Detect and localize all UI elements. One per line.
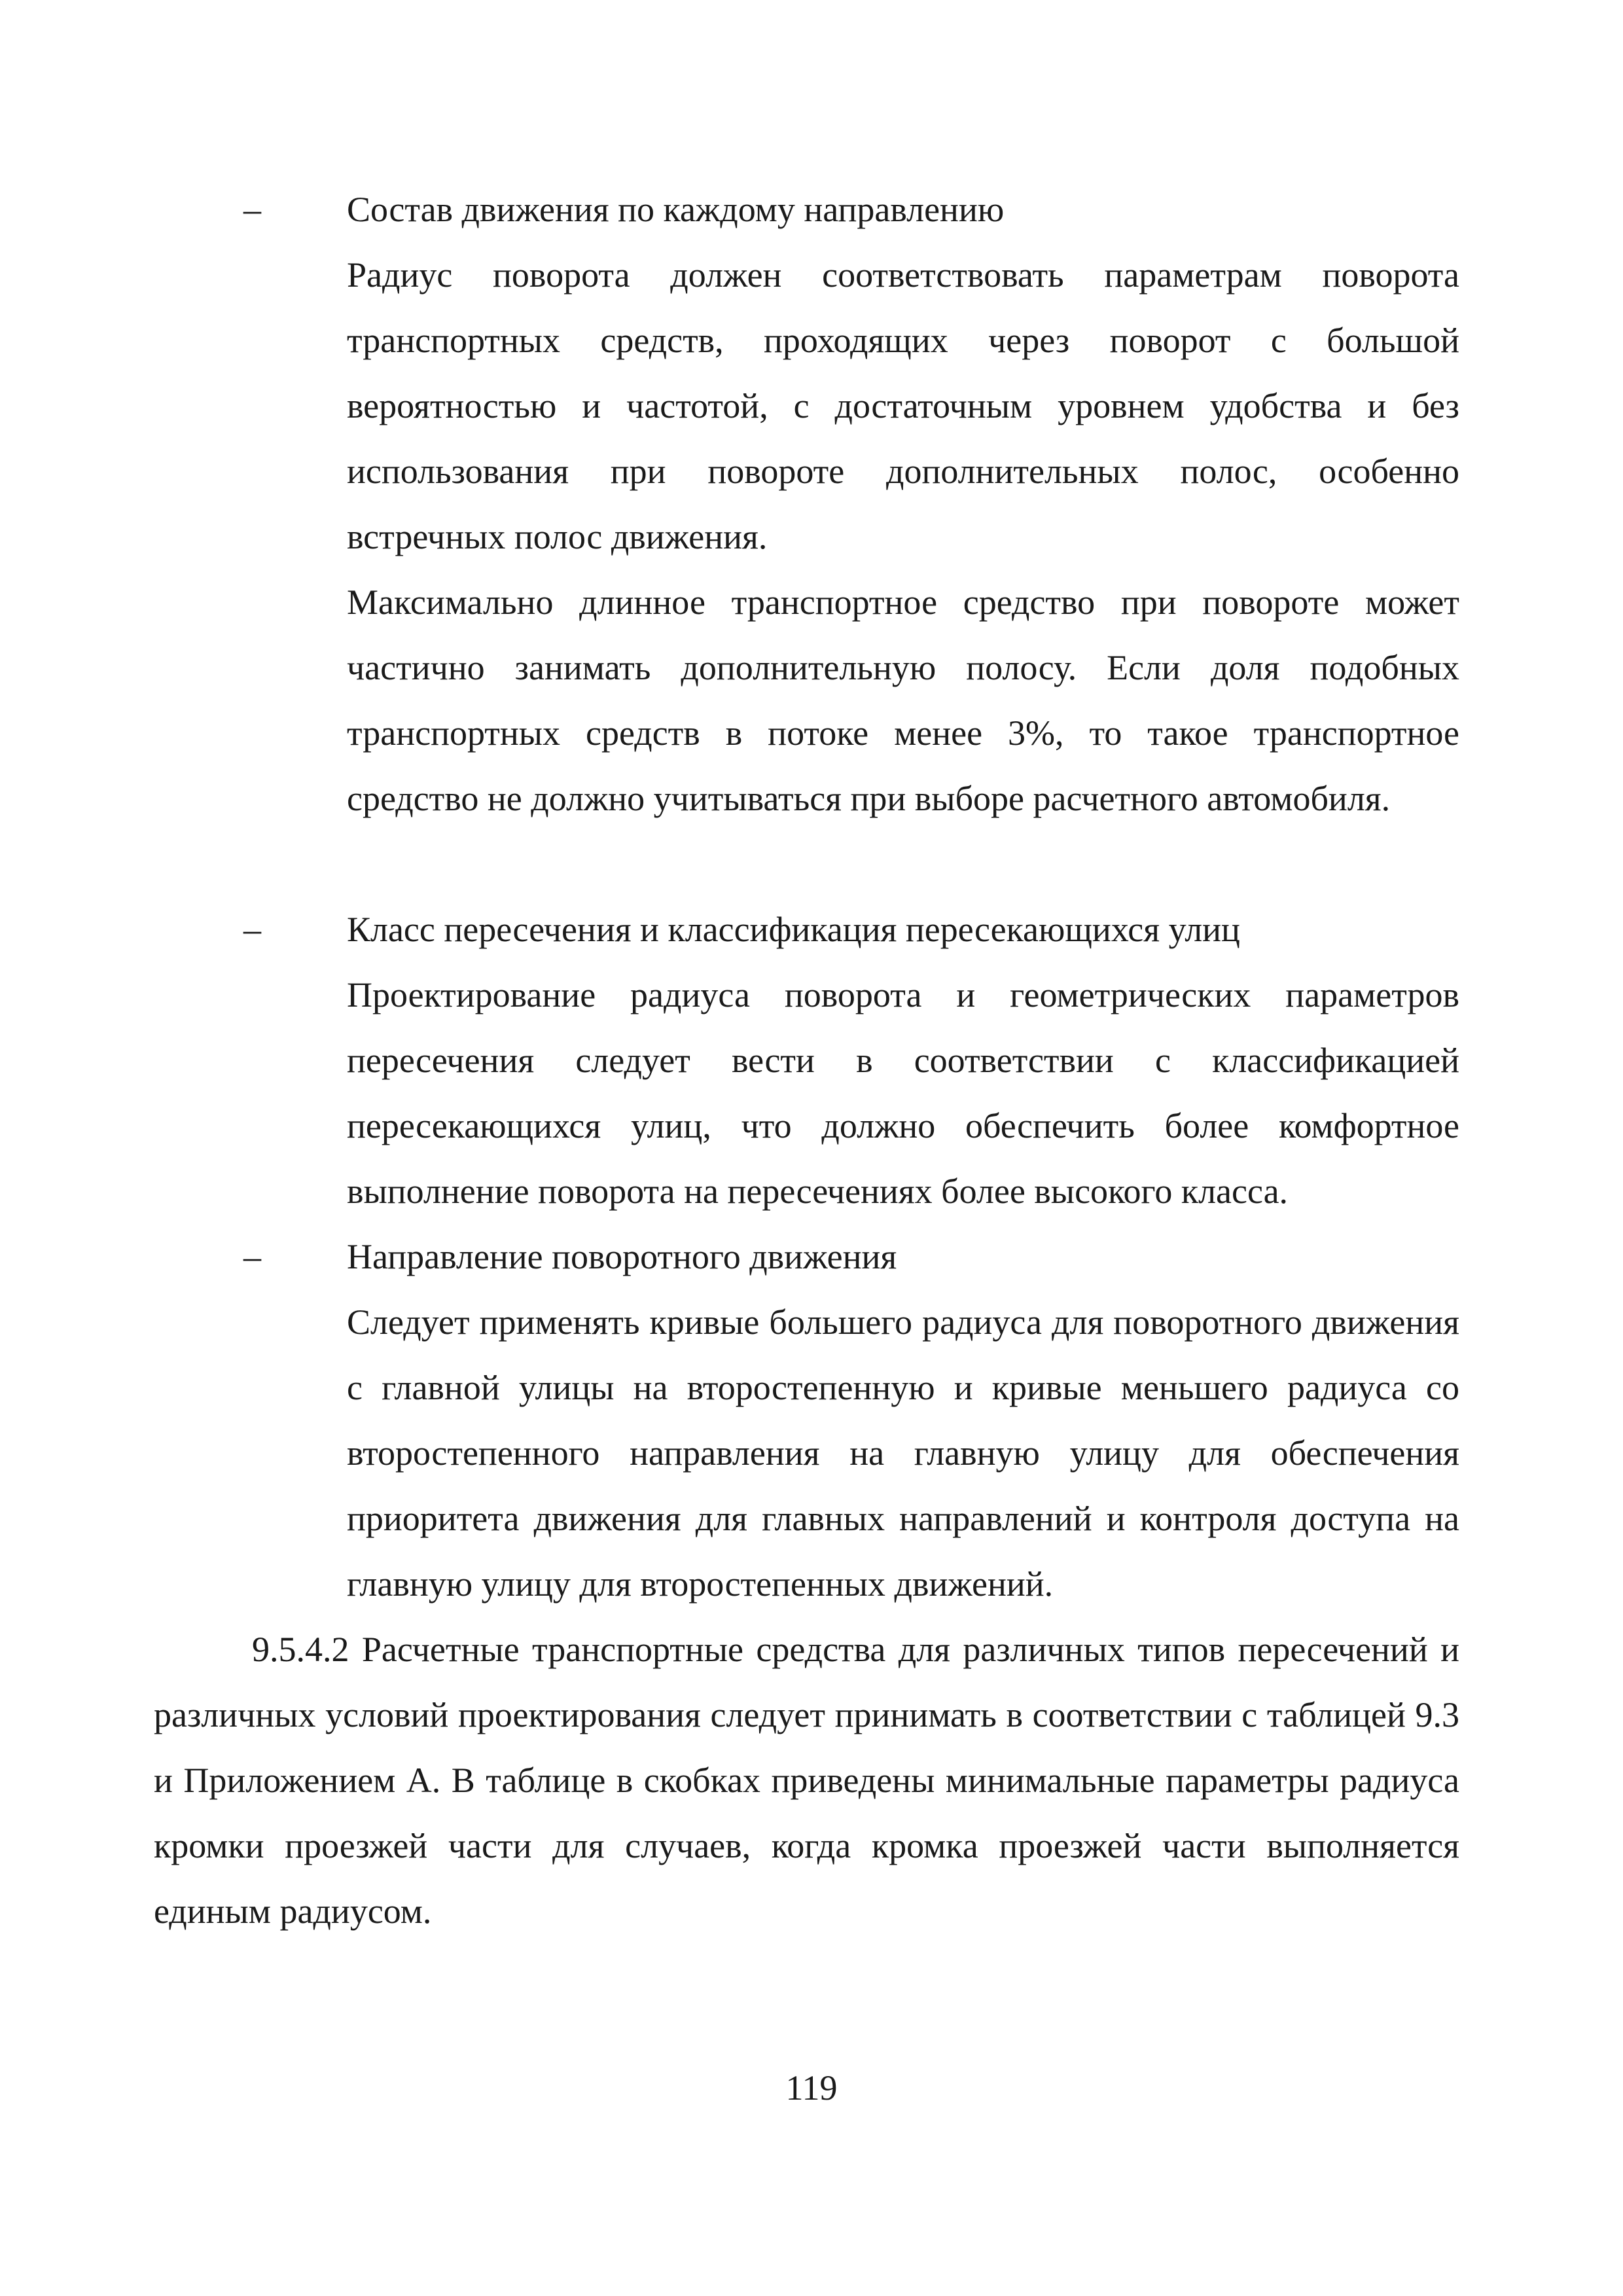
body-paragraph: Следует применять кривые большего радиуса для поворотного движения с главной улицы на второстепенную и кривые меньшего радиуса со второстепенного направления на главную улицу для обеспечения приоритета движения для главных направлений и контроля доступа на главную улицу для второстепенных движений. <box>347 1302 1459 1604</box>
body-paragraph: Радиус поворота должен соответствовать параметрам поворота транспортных средств, проходящих через поворот с большой вероятностью и частотой, с достаточным уровнем удобства и без использования при повороте дополнительных полос, особенно встречных полос движения. <box>347 255 1459 556</box>
clause-paragraph: 9.5.4.2 Расчетные транспортные средства для различных типов пересечений и различных условий проектирования следует принимать в соответствии с таблицей 9.3 и Приложением А. В таблице в скобках приведены минимальные параметры радиуса кромки проезжей части для случаев, когда кромка проезжей части выполняется единым радиусом. <box>154 1630 1459 1931</box>
list-dash: – <box>243 190 261 229</box>
list-item-title: Состав движения по каждому направлению <box>347 190 1005 229</box>
list-item-title: Направление поворотного движения <box>347 1237 897 1276</box>
page-number: 119 <box>785 2068 838 2108</box>
body-paragraph: Проектирование радиуса поворота и геометрических параметров пересечения следует вести в соответствии с классификацией пересекающихся улиц, что должно обеспечить более комфортное выполнение поворота на пересечениях более высокого класса. <box>347 975 1459 1211</box>
list-dash: – <box>243 1237 261 1276</box>
list-dash: – <box>243 910 261 949</box>
list-item-title: Класс пересечения и классификация пересекающихся улиц <box>347 910 1240 949</box>
body-paragraph: Максимально длинное транспортное средство при повороте может частично занимать дополнительную полосу. Если доля подобных транспортных средств в потоке менее 3%, то такое транспортное средство не должно учитываться при выборе расчетного автомобиля. <box>347 583 1459 818</box>
